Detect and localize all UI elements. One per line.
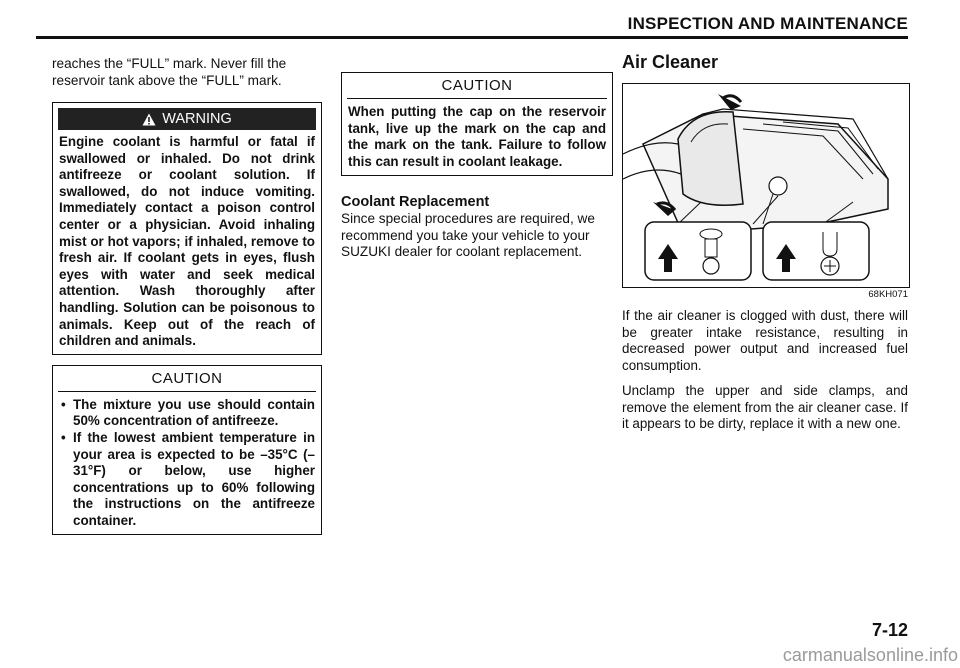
caution-body: When putting the cap on the reservoir tank, live up the mark on the cap and the mark on the tank. Failure to follow this can result in coolant leakage. [348,104,606,169]
caution-header: CAUTION [58,366,316,392]
caution-header: CAUTION [347,73,607,99]
column-right [622,52,908,442]
coolant-replacement-heading: Coolant Replacement [341,194,490,211]
coolant-replacement-text: Since special procedures are required, we recommend you take your vehicle to your SUZUKI dealer for coolant replacement. [341,211,595,260]
warning-label: WARNING [162,111,232,127]
bullet-icon: • [61,396,66,412]
air-cleaner-figure [622,83,910,288]
warning-header [58,108,316,130]
figure-code: 68KH071 [868,289,908,300]
intro-text: reaches the “FULL” mark. Never fill the reservoir tank above the “FULL” mark. [52,56,287,88]
air-cleaner-heading: Air Cleaner [622,52,719,72]
air-cleaner-text-1: If the air cleaner is clogged with dust, there will be greater intake resistance, resulting in decreased power output and increased fuel consumption. [622,308,908,373]
bullet-icon: • [61,429,66,445]
warning-box [52,102,322,355]
list-item [59,430,315,530]
column-left [52,56,322,535]
warning-triangle-icon [142,113,156,126]
caution-box-antifreeze [52,365,322,536]
air-cleaner-illustration [623,84,909,287]
watermark: carmanualsonline.info [782,645,958,665]
caution-box-cap [341,72,613,176]
header-title: INSPECTION AND MAINTENANCE [627,14,908,33]
list-item-text: The mixture you use should contain 50% concentration of antifreeze. [73,396,315,429]
warning-text: Engine coolant is harmful or fatal if swallowed or inhaled. Do not drink antifreeze or coolant solution. If swallowed, do not induce vomiting. Immediately contact a poison control center or a physician. Avoid inhaling mist or hot vapors; if inhaled, remove to fresh air. If coolant gets in eyes, flush eyes with water and seek medical attention. Wash thoroughly after handling. Solution can be poisonous to animals. Keep out of the reach of children and animals. [59,134,315,349]
column-middle [341,72,613,261]
list-item [59,397,315,430]
list-item-text: If the lowest ambient temperature in your area is expected to be –35°C (–31°F) or below, use higher concentrations up to 60% following the instructions on the antifreeze container. [73,429,315,528]
header-rule [36,36,908,39]
page-number: 7-12 [871,620,908,640]
air-cleaner-text-2: Unclamp the upper and side clamps, and remove the element from the air cleaner case. If it appears to be dirty, replace it with a new one. [622,383,908,431]
caution-body [53,392,321,535]
